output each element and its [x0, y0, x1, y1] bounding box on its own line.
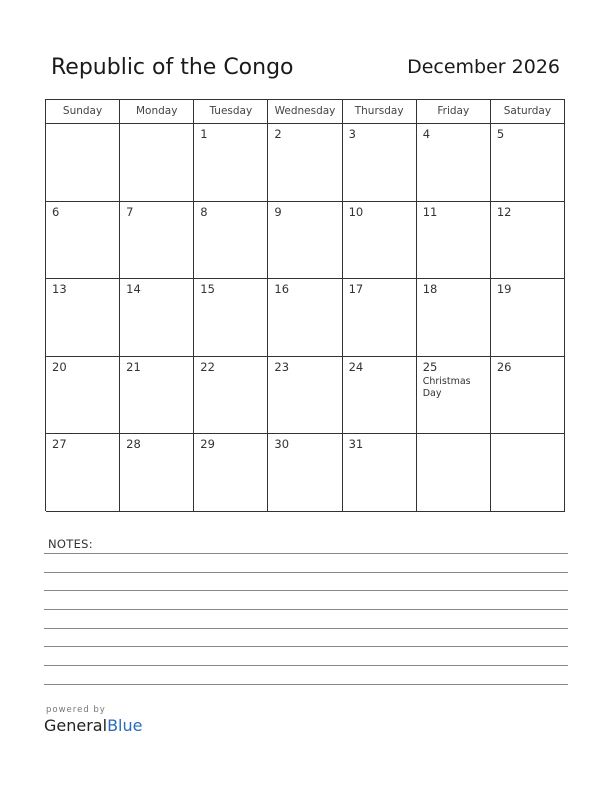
day-cell — [343, 434, 417, 512]
day-cell — [120, 279, 194, 357]
day-cell — [343, 279, 417, 357]
day-cell — [46, 124, 120, 202]
weekday-thursday: Thursday — [343, 100, 417, 124]
day-cell — [491, 434, 565, 512]
day-number: 26 — [496, 359, 512, 374]
day-number: 1 — [200, 127, 208, 141]
month-year-label: December 2026 — [407, 56, 560, 78]
day-cell — [343, 357, 417, 435]
day-number: 31 — [348, 437, 364, 452]
day-cell — [194, 202, 268, 280]
weekday-saturday: Saturday — [491, 100, 565, 124]
day-number: 21 — [126, 359, 141, 374]
week-row-2 — [46, 202, 565, 280]
notes-line — [44, 609, 568, 610]
day-number: 27 — [52, 437, 67, 452]
weekday-friday: Friday — [417, 100, 491, 124]
day-cell — [268, 434, 342, 512]
day-cell — [491, 357, 565, 435]
day-number: 17 — [348, 282, 364, 297]
day-cell — [46, 357, 120, 435]
day-number: 8 — [200, 204, 208, 219]
day-cell — [417, 202, 491, 280]
notes-label: NOTES: — [48, 537, 93, 551]
day-number: 18 — [422, 282, 438, 297]
notes-line — [44, 665, 568, 666]
day-number: 14 — [126, 282, 141, 297]
day-cell — [417, 434, 491, 512]
day-number: 12 — [496, 204, 512, 219]
weekday-wednesday: Wednesday — [268, 100, 342, 124]
powered-by-text: powered by — [46, 705, 106, 715]
day-number: 10 — [348, 204, 364, 219]
notes-line — [44, 684, 568, 685]
day-number: 24 — [348, 359, 364, 374]
notes-line — [44, 553, 568, 554]
day-cell — [268, 357, 342, 435]
day-cell — [491, 124, 565, 202]
day-number: 22 — [200, 359, 215, 374]
day-number: 11 — [422, 204, 438, 219]
day-cell — [417, 279, 491, 357]
weekday-tuesday: Tuesday — [194, 100, 268, 124]
brand-blue: Blue — [107, 716, 143, 735]
day-number: 25 — [422, 359, 438, 374]
weekday-sunday: Sunday — [46, 100, 120, 124]
day-cell — [268, 202, 342, 280]
day-number: 29 — [200, 437, 215, 452]
day-cell — [491, 279, 565, 357]
page-title: Republic of the Congo — [51, 55, 294, 80]
weekday-monday: Monday — [120, 100, 194, 124]
brand-general: General — [44, 716, 108, 735]
day-cell — [268, 124, 342, 202]
holiday-label: Christmas Day — [422, 375, 471, 399]
day-cell — [491, 202, 565, 280]
notes-line — [44, 572, 568, 573]
day-cell-christmas — [417, 357, 491, 435]
notes-line — [44, 628, 568, 629]
day-cell — [120, 357, 194, 435]
day-cell — [417, 124, 491, 202]
day-number: 20 — [52, 359, 67, 374]
calendar-grid — [45, 99, 565, 511]
day-cell — [343, 124, 417, 202]
week-row-5 — [46, 434, 565, 512]
day-number: 9 — [274, 204, 282, 219]
day-cell — [343, 202, 417, 280]
day-number: 2 — [274, 127, 282, 141]
week-row-3 — [46, 279, 565, 357]
day-number: 5 — [496, 127, 505, 141]
week-row-4 — [46, 357, 565, 435]
day-number: 13 — [52, 282, 67, 297]
day-number: 23 — [274, 359, 290, 374]
day-number: 7 — [126, 204, 134, 219]
day-cell — [120, 124, 194, 202]
notes-line — [44, 590, 568, 591]
week-row-1 — [46, 124, 565, 202]
day-cell — [120, 434, 194, 512]
weekday-header-row — [46, 100, 565, 124]
day-cell — [46, 434, 120, 512]
day-cell — [46, 279, 120, 357]
day-cell — [194, 124, 268, 202]
day-number: 6 — [52, 204, 60, 219]
day-cell — [194, 279, 268, 357]
day-number: 30 — [274, 437, 290, 452]
day-cell — [194, 434, 268, 512]
brand-logo — [44, 716, 142, 735]
day-number: 19 — [496, 282, 512, 297]
day-number: 4 — [422, 127, 431, 141]
day-cell — [268, 279, 342, 357]
day-number: 28 — [126, 437, 141, 452]
day-number: 15 — [200, 282, 215, 297]
day-cell — [120, 202, 194, 280]
day-number: 3 — [348, 127, 356, 141]
day-cell — [46, 202, 120, 280]
notes-line — [44, 646, 568, 647]
day-number: 16 — [274, 282, 290, 297]
day-cell — [194, 357, 268, 435]
